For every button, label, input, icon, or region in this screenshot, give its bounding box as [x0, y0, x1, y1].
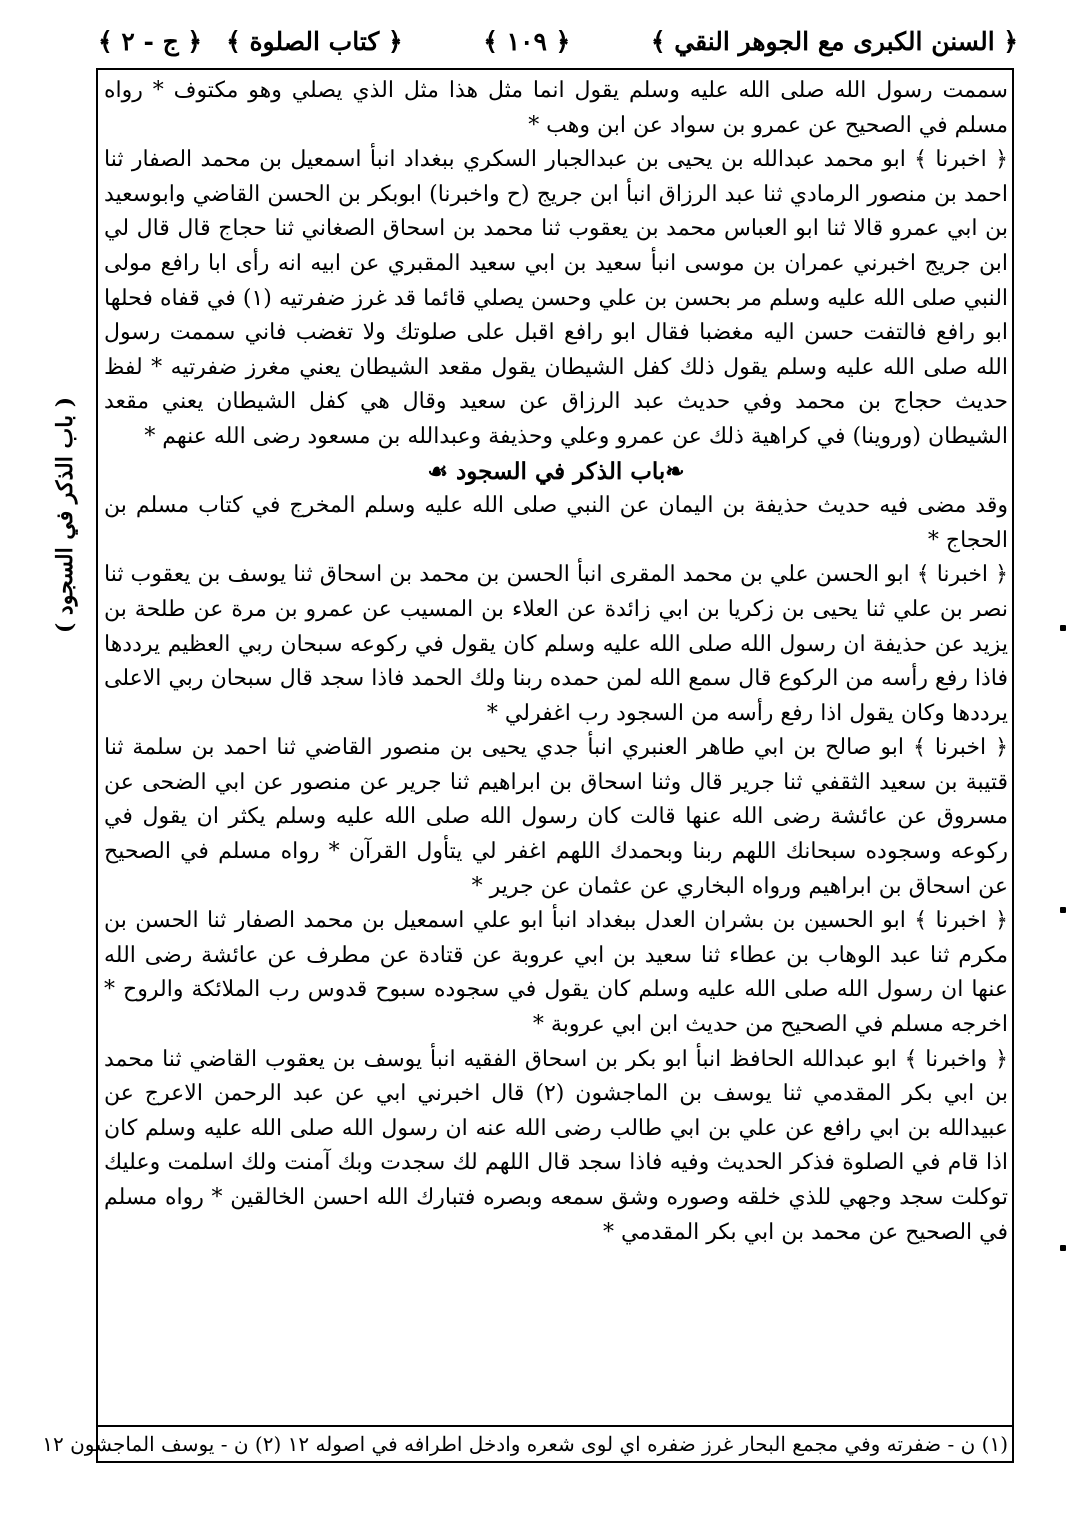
margin-mark: [1060, 625, 1066, 631]
page-number: ﴿ ١٠٩ ﴾: [483, 26, 571, 56]
margin-mark: [1060, 1245, 1066, 1251]
chapter-name: ﴿ كتاب الصلوة ﴾: [226, 26, 403, 56]
paragraph-2: ﴿ اخبرنا ﴾ ابو محمد عبدالله بن يحيى بن عبدالجبار السكري ببغداد انبأ اسمعيل بن محمد الصفار ثنا احمد بن منصور الرمادي ثنا عبد الرزاق انبأ ابن جريج (ح واخبرنا) ابوبكر بن الحسن القاضي وابوسعيد بن ابي عمرو قالا ثنا ابو العباس محمد بن يعقوب ثنا محمد بن اسحاق الصغاني ثنا حجاج قال قال لي ابن جريج اخبرني عمران بن موسى انبأ سعيد بن ابي سعيد المقبري عن ابيه انه رأى ابا رافع مولى النبي صلى الله عليه وسلم مر بحسن بن علي وحسن يصلي قائما قد غرز ضفرتيه (١) في قفاه فحلها ابو رافع فالتفت حسن اليه مغضبا فقال ابو رافع اقبل على صلوتك ولا تغضب فاني سممت رسول الله صلى الله عليه وسلم يقول ذلك كفل الشيطان يقول مقعد الشيطان يعني مغرز ضفرتيه * لفظ حديث حجاج بن محمد وفي حديث عبد الرزاق عن سعيد وقال هي كفل الشيطان يعني مقعد الشيطان (وروينا) في كراهية ذلك عن عمرو وعلي وحذيفة وعبدالله بن مسعود رضى الله عنهم *: [104, 147, 1009, 449]
margin-section-note: ( باب الذكر في السجود ): [52, 396, 78, 634]
volume-number: ﴿ ج - ٢ ﴾: [98, 26, 203, 56]
paragraph-6: ﴿ اخبرنا ﴾ ابو الحسين بن بشران العدل ببغداد انبأ ابو علي اسمعيل بن محمد الصفار ثنا الحسن بن مكرم ثنا عبد الوهاب بن عطاء ثنا سعيد بن ابي عروبة عن قتادة عن مطرف عن عائشة رضى الله عنها ان رسول الله صلى الله عليه وسلم كان يقول في سجوده سبوح قدوس رب الملائكة والروح * اخرجه مسلم في الصحيح من حديث ابن ابي عروبة *: [104, 908, 1008, 1038]
paragraph-3: وقد مضى فيه حديث حذيفة بن اليمان عن النبي صلى الله عليه وسلم المخرج في كتاب مسلم بن الحجاج *: [104, 493, 1008, 553]
book-title: ﴿ السنن الكبرى مع الجوهر النقي ﴾: [650, 26, 1018, 56]
paragraph-7: ﴿ واخبرنا ﴾ ابو عبدالله الحافظ انبأ ابو بكر بن اسحاق الفقيه انبأ يوسف بن يعقوب القاضي ثنا محمد بن ابي بكر المقدمي ثنا يوسف بن الماجشون (٢) قال اخبرني ابي عن عبد الرحمن الاعرج عن عبيدالله بن ابي رافع عن علي بن ابي طالب رضى الله عنه ان رسول الله صلى الله عليه وسلم كان اذا قام في الصلوة فذكر الحديث وفيه فاذا سجد قال اللهم لك سجدت وبك آمنت ولك اسلمت وعليك توكلت سجد وجهي للذي خلقه وصوره وشق سمعه وبصره فتبارك الله احسن الخالقين * رواه مسلم في الصحيح عن محمد بن ابي بكر المقدمي *: [104, 1046, 1008, 1245]
paragraph-4: ﴿ اخبرنا ﴾ ابو الحسن علي بن محمد المقرى انبأ الحسن بن محمد بن اسحاق ثنا يوسف بن يعقوب ثنا نصر بن علي ثنا يحيى بن زكريا بن ابي زائدة عن العلاء بن المسيب عن عمرو بن مرة عن طلحة بن يزيد عن حذيفة ان رسول الله صلى الله عليه وسلم كان يقول في ركوعه سبحان ربي العظيم يرددها فاذا رفع رأسه من الركوع قال سمع الله لمن حمده ربنا ولك الحمد فاذا سجد قال سبحان ربي الاعلى يرددها وكان يقول اذا رفع رأسه من السجود رب اغفرلي *: [104, 562, 1008, 726]
paragraph-5: ﴿ اخبرنا ﴾ ابو صالح بن ابي طاهر العنبري انبأ جدي يحيى بن منصور القاضي ثنا احمد بن سلمة ثنا قتيبة بن سعيد الثقفي ثنا جرير قال وثنا اسحاق بن ابراهيم ثنا جرير عن منصور عن ابي الضحى عن مسروق عن عائشة رضى الله عنها قالت كان رسول الله صلى الله عليه وسلم يكثر ان يقول في ركوعه وسجوده سبحانك اللهم ربنا وبحمدك اللهم اغفر لي يتأول القرآن * رواه مسلم في الصحيح عن اسحاق بن ابراهيم ورواه البخاري عن عثمان عن جرير *: [104, 735, 1008, 899]
section-heading: ❧ باب الذكر في السجود ☙: [104, 455, 1008, 490]
header-chapter-group: [98, 27, 403, 56]
paragraph-1: سممت رسول الله صلى الله عليه وسلم يقول انما مثل هذا مثل الذي يصلي وهو مكتوف * رواه مسلم في الصحيح عن عمرو بن سواد عن ابن وهب *: [104, 78, 1008, 138]
footnote-divider: [96, 1425, 1014, 1427]
footnote: (١) ن - ضفرته وفي مجمع البحار غرز ضفره اي لوى شعره وادخل اطرافه في اصوله ١٢ (٢) ن - يوسف الماجشون ١٢: [42, 1432, 1008, 1456]
main-text: [104, 74, 1008, 1250]
running-header: [98, 18, 1018, 64]
margin-mark: [1060, 907, 1066, 913]
